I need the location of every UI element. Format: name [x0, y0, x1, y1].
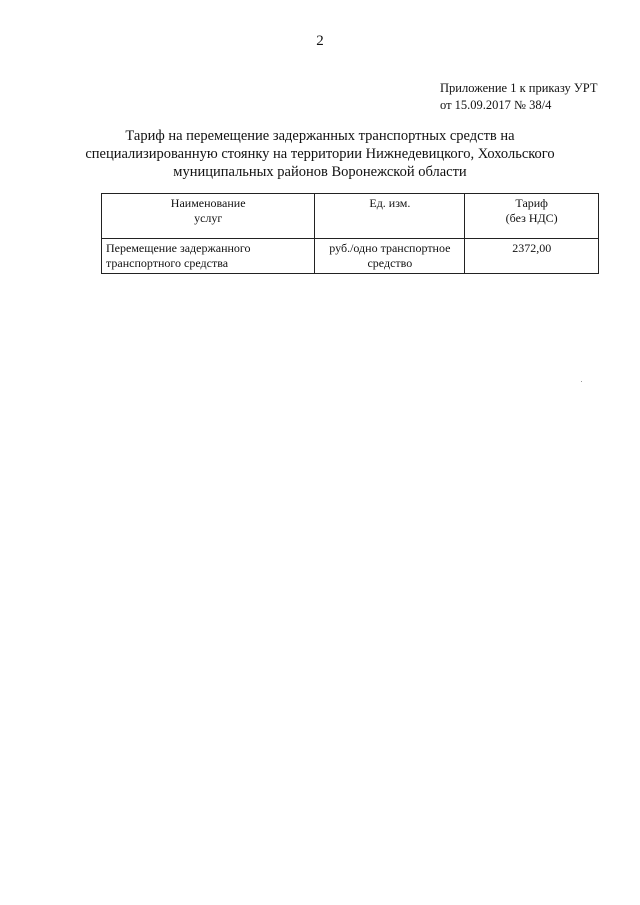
header-line: Ед. изм.	[369, 196, 411, 210]
cell-line: средство	[367, 256, 413, 270]
header-line: услуг	[194, 211, 223, 225]
header-unit	[315, 194, 465, 239]
header-tariff	[465, 194, 599, 239]
header-service-name	[102, 194, 315, 239]
cell-line: транспортного средства	[106, 256, 229, 270]
title-line-1: Тариф на перемещение задержанных транспортных средств на	[125, 128, 515, 144]
tariff-table	[101, 193, 599, 274]
table-row	[102, 239, 599, 274]
header-line: Тариф	[515, 196, 548, 210]
page-number: 2	[316, 33, 324, 49]
cell-unit	[315, 239, 465, 274]
document-title	[60, 127, 580, 181]
cell-tariff-value: 2372,00	[465, 239, 599, 274]
header-line: (без НДС)	[505, 211, 558, 225]
cell-service-name	[102, 239, 315, 274]
appendix-reference	[440, 80, 598, 114]
title-line-3: муниципальных районов Воронежской области	[173, 164, 467, 180]
appendix-line-2: от 15.09.2017 № 38/4	[440, 98, 552, 112]
cell-line: руб./одно транспортное	[329, 241, 451, 255]
appendix-line-1: Приложение 1 к приказу УРТ	[440, 81, 598, 95]
cell-line: Перемещение задержанного	[106, 241, 251, 255]
title-line-2: специализированную стоянку на территории Нижнедевицкого, Хохольского	[85, 146, 555, 162]
table-header-row	[102, 194, 599, 239]
header-line: Наименование	[170, 196, 246, 210]
scan-speck	[581, 381, 582, 382]
